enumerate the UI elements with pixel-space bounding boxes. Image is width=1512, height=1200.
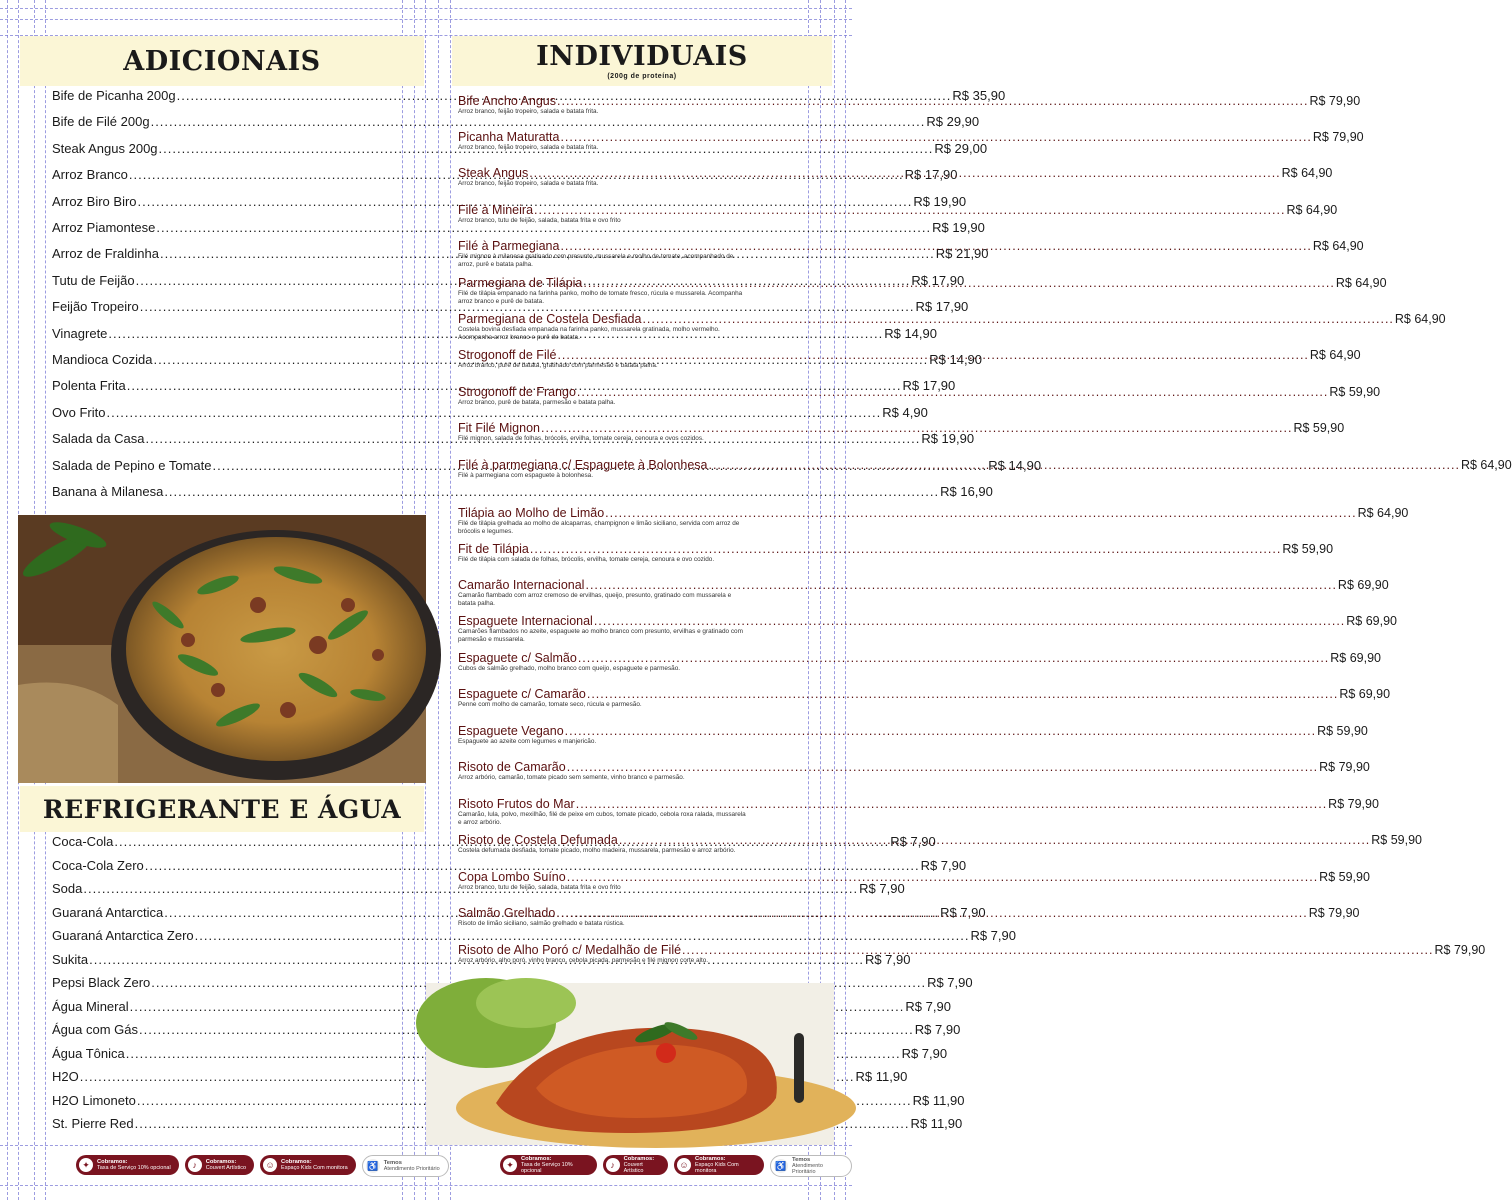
section-title: ADICIONAIS: [123, 46, 321, 77]
dish-price: R$ 59,90: [1293, 421, 1345, 435]
adicionais-banner: [20, 36, 424, 86]
dish-name: Risoto Frutos do Mar: [458, 797, 575, 811]
item-price: R$ 11,90: [855, 1069, 908, 1084]
dish-row: [458, 724, 1368, 738]
dish-description: Camarão flambado com arroz cremoso de ervilhas, queijo, presunto, gratinado com mussarela e batata palha.: [458, 592, 732, 607]
info-badge: [362, 1155, 449, 1177]
menu-item-row: [52, 404, 928, 420]
dish-price: R$ 79,90: [1312, 130, 1364, 144]
priority-icon: ♿: [367, 1161, 379, 1171]
dish-row: [458, 506, 1409, 520]
dish-price: R$ 59,90: [1329, 385, 1381, 399]
dish-row: [458, 421, 1345, 435]
dish-description: Risoto de limão siciliano, salmão grelhado e batata rústica.: [458, 920, 625, 927]
dot-leader: [577, 385, 1328, 399]
badge-lines: Couvert Artístico: [205, 1165, 247, 1171]
info-badge: [603, 1155, 668, 1175]
dish-name: Salmão Grelhado: [458, 906, 556, 920]
dish-description: Arroz arbório, camarão, tomate picado sem semente, vinho branco e parmesão.: [458, 774, 685, 781]
food-image: [426, 983, 834, 1145]
item-name: Mandioca Cozida: [52, 352, 153, 367]
menu-item-row: [52, 975, 973, 990]
info-badge: [674, 1155, 764, 1175]
priority-icon: ♿: [775, 1161, 787, 1171]
dish-entry: [458, 687, 1391, 709]
footer-badges-right: [500, 1155, 852, 1177]
item-price: R$ 11,90: [912, 1092, 965, 1108]
item-price: R$ 19,90: [913, 193, 967, 209]
menu-item-row: [52, 484, 993, 499]
dish-name: Espaguete Internacional: [458, 614, 593, 628]
dish-description: Filé de tilápia grelhada ao molho de alcaparras, champignon e limão siciliano, servida com arroz de brócolis e legumes.: [458, 520, 740, 535]
dish-price: R$ 69,90: [1339, 687, 1391, 701]
dish-description: Costela bovina desfiada empanada na farinha panko, mussarela gratinada, molho vermelho. Acompanha arroz branco e purê de batata.: [458, 326, 720, 341]
item-price: R$ 16,90: [940, 484, 993, 499]
badge-lines: Couvert Artístico: [623, 1162, 644, 1174]
dot-leader: [541, 421, 1292, 435]
item-name: Sukita: [52, 951, 89, 967]
item-price: R$ 29,00: [934, 140, 988, 156]
dot-leader: [556, 906, 1307, 920]
dish-description: Arroz branco, feijão tropeiro, salada e batata frita.: [458, 180, 599, 187]
service-icon: ✦: [79, 1158, 93, 1172]
dish-entry: [458, 203, 1338, 225]
footer-badges-left: [76, 1155, 449, 1177]
dish-price: R$ 64,90: [1335, 276, 1387, 290]
badge-title: Cobramos:: [521, 1156, 552, 1162]
dish-row: [458, 870, 1370, 884]
dish-description: Arroz branco, tutu de feijão, salada, batata frita e ovo frito: [458, 884, 621, 891]
dot-leader: [557, 94, 1308, 108]
kids-icon: ☺: [263, 1158, 277, 1172]
badge-text: [521, 1156, 589, 1174]
dish-row: [458, 239, 1364, 253]
dot-leader: [567, 870, 1318, 884]
dish-price: R$ 79,90: [1434, 943, 1486, 957]
dish-row: [458, 943, 1486, 957]
dish-description: Arroz branco, purê de batata, gratinado com parmesão e batata palha.: [458, 362, 658, 369]
dish-name: Bife Ancho Angus: [458, 94, 556, 108]
dish-price: R$ 59,90: [1371, 833, 1422, 847]
dish-price: R$ 79,90: [1308, 906, 1360, 920]
badge-title: Cobramos:: [97, 1159, 128, 1165]
dish-name: Camarão Internacional: [458, 578, 585, 592]
menu-item-row: [52, 299, 969, 315]
badge-title: Cobramos:: [281, 1159, 312, 1165]
dish-entry: [458, 506, 1409, 535]
item-price: R$ 19,90: [932, 220, 985, 235]
item-price: R$ 7,90: [927, 975, 973, 990]
dish-price: R$ 79,90: [1309, 94, 1361, 108]
dish-name: Risoto de Alho Poró c/ Medalhão de Filé: [458, 943, 682, 957]
dish-description: Filé mignon, salada de folhas, brócolis, ervilha, tomate cereja, cenoura e ovos cozidos.: [458, 435, 704, 442]
dish-description: Arroz branco, feijão tropeiro, salada e batata frita.: [458, 144, 599, 151]
item-price: R$ 7,90: [940, 904, 986, 920]
dish-name: Espaguete Vegano: [458, 724, 564, 738]
item-name: Feijão Tropeiro: [52, 299, 139, 315]
dish-price: R$ 79,90: [1328, 797, 1379, 811]
dish-name: Strogonoff de Frango: [458, 385, 576, 399]
item-name: Arroz de Fraldinha: [52, 246, 159, 262]
kids-icon: ☺: [677, 1158, 691, 1172]
item-name: Guaraná Antarctica Zero: [52, 928, 194, 943]
dish-description: Arroz branco, purê de batata, parmesão e batata palha.: [458, 399, 616, 406]
dish-row: [458, 578, 1389, 592]
dish-entry: [458, 542, 1334, 564]
badge-text: [792, 1157, 843, 1175]
menu-item-row: [52, 1092, 965, 1108]
dish-entry: [458, 760, 1370, 782]
dot-leader: [682, 943, 1433, 957]
dish-name: Fit de Tilápia: [458, 542, 529, 556]
menu-item-row: [52, 998, 951, 1014]
section-subtitle: (200g de proteína): [607, 73, 677, 80]
item-price: R$ 7,90: [890, 834, 936, 849]
badge-text: [281, 1159, 348, 1171]
badge-title: Cobramos:: [205, 1159, 237, 1165]
dish-description: Filé mignon à milanesa gratinado com presunto, mussarela e molho de tomate, acompanhado de arroz, purê e batata palha.: [458, 253, 734, 268]
item-price: R$ 17,90: [911, 272, 965, 288]
dish-row: [458, 797, 1379, 811]
item-name: Coca-Cola Zero: [52, 857, 144, 873]
dish-name: Tilápia ao Molho de Limão: [458, 506, 605, 520]
item-name: Salada de Pepino e Tomate: [52, 457, 212, 473]
dish-description: Arroz branco, feijão tropeiro, salada e batata frita.: [458, 108, 599, 115]
item-price: R$ 11,90: [910, 1116, 963, 1131]
info-badge: [500, 1155, 597, 1175]
item-price: R$ 19,90: [921, 431, 975, 447]
dish-entry: [458, 614, 1398, 643]
item-price: R$ 17,90: [904, 167, 958, 183]
menu-item-row: [52, 114, 980, 130]
item-name: Vinagrete: [52, 325, 108, 341]
dish-price: R$ 59,90: [1319, 870, 1370, 884]
guide-line: [0, 1185, 852, 1186]
info-badge: [260, 1155, 356, 1175]
item-price: R$ 35,90: [952, 88, 1006, 103]
dish-name: Strogonoff de Filé: [458, 348, 557, 362]
dish-price: R$ 64,90: [1394, 312, 1446, 326]
dish-row: [458, 614, 1398, 628]
music-icon: ♪: [188, 1158, 202, 1172]
dish-description: Arroz branco, tutu de feijão, salada, batata frita e ovo frito: [458, 217, 621, 224]
dish-entry: [458, 724, 1368, 746]
item-price: R$ 7,90: [914, 1022, 961, 1037]
dish-description: Camarões flambados no azeite, espaguete ao molho branco com presunto, ervilhas e gratinado com parmesão e mussarela.: [458, 628, 743, 643]
dish-description: Arroz arbório, alho poró, vinho branco, cebola picada, parmesão e filé mignon corte alto.: [458, 957, 709, 964]
dish-row: [458, 542, 1334, 556]
item-name: H2O Limoneto: [52, 1092, 136, 1108]
dish-row: [458, 203, 1338, 217]
badge-text: [624, 1156, 660, 1174]
dot-leader: [560, 239, 1311, 253]
badge-text: [695, 1156, 756, 1174]
dot-leader: [530, 542, 1281, 556]
dish-name: Parmegiana de Tilápia: [458, 276, 583, 290]
badge-lines: Taxa de Serviço 10% opcional: [521, 1162, 573, 1174]
dot-leader: [560, 130, 1311, 144]
dish-description: Espaguete ao azeite com legumes e manjericão.: [458, 738, 597, 745]
dot-leader: [529, 166, 1280, 183]
dish-price: R$ 64,90: [1460, 458, 1512, 472]
section-title: REFRIGERANTE E ÁGUA: [42, 795, 402, 824]
badge-lines: Espaço Kids Com monitora: [695, 1162, 739, 1174]
menu-item-row: [52, 857, 967, 873]
item-price: R$ 7,90: [901, 1045, 948, 1061]
dish-description: Camarão, lula, polvo, mexilhão, filé de peixe em cubos, tomate picado, cebola roxa ralada, mussarela e arroz arbório.: [458, 811, 746, 826]
dish-price: R$ 64,90: [1281, 166, 1333, 180]
item-price: R$ 17,90: [902, 378, 956, 394]
item-price: R$ 17,90: [915, 299, 969, 315]
item-price: R$ 7,90: [970, 928, 1016, 943]
music-icon: ♪: [606, 1158, 620, 1172]
dish-name: Espaguete c/ Camarão: [458, 687, 586, 701]
dot-leader: [605, 506, 1356, 520]
badge-lines: Espaço Kids Com monitora: [281, 1165, 348, 1171]
item-name: Guaraná Antarctica: [52, 904, 164, 920]
dish-row: [458, 760, 1370, 774]
dot-leader: [708, 458, 1459, 472]
item-name: Polenta Frita: [52, 378, 126, 394]
dish-name: Steak Angus: [458, 166, 529, 180]
dish-entry: [458, 578, 1389, 607]
dot-leader: [576, 797, 1327, 811]
dish-row: [458, 130, 1364, 144]
dish-row: [458, 312, 1446, 326]
item-price: R$ 4,90: [882, 404, 928, 420]
item-price: R$ 14,90: [929, 352, 983, 367]
dish-description: Cubos de salmão grelhado, molho branco com queijo, espaguete e parmesão.: [458, 665, 681, 672]
dish-row: [458, 651, 1382, 665]
dish-description: Costela defumada desfiada, tomate picado, molho madeira, mussarela, parmesão e arroz arbório.: [458, 847, 736, 854]
item-name: Bife de Filé 200g: [52, 114, 150, 130]
item-name: Tutu de Feijão: [52, 272, 135, 288]
dish-description: Penne com molho de camarão, tomate seco, rúcula e parmesão.: [458, 701, 642, 708]
item-price: R$ 7,90: [859, 881, 905, 896]
menu-item-row: [52, 1045, 948, 1061]
item-name: Salada da Casa: [52, 431, 145, 447]
dish-price: R$ 69,90: [1346, 614, 1398, 628]
item-name: Água com Gás: [52, 1022, 138, 1037]
food-image: [18, 515, 426, 783]
dot-leader: [642, 312, 1393, 326]
item-name: St. Pierre Red: [52, 1116, 134, 1131]
dish-name: Filé à parmegiana c/ Espaguete à Bolonhesa: [458, 458, 708, 472]
dish-name: Picanha Maturatta: [458, 130, 560, 144]
dot-leader: [619, 833, 1370, 847]
badge-lines: Taxa de Serviço 10% opcional: [97, 1165, 171, 1171]
dish-price: R$ 79,90: [1319, 760, 1370, 774]
dish-price: R$ 69,90: [1337, 578, 1389, 592]
dot-leader: [578, 651, 1329, 665]
section-title: INDIVIDUAIS: [536, 41, 748, 72]
dish-price: R$ 64,90: [1357, 506, 1409, 520]
item-price: R$ 21,90: [935, 246, 989, 262]
dot-leader: [587, 687, 1338, 701]
item-name: Soda: [52, 881, 83, 896]
dish-price: R$ 64,90: [1309, 348, 1361, 362]
service-icon: ✦: [503, 1158, 517, 1172]
item-name: Água Tônica: [52, 1045, 125, 1061]
menu-item-row: [52, 1116, 963, 1131]
badge-title: Cobramos:: [695, 1156, 726, 1162]
dish-row: [458, 687, 1391, 701]
dot-leader: [557, 348, 1308, 362]
dish-price: R$ 69,90: [1330, 651, 1382, 665]
badge-text: [384, 1160, 440, 1172]
badge-text: [97, 1159, 171, 1171]
badge-title: Temos: [383, 1160, 402, 1166]
menu-item-row: [52, 928, 1016, 943]
item-name: Arroz Biro Biro: [52, 193, 137, 209]
dish-name: Copa Lombo Suíno: [458, 870, 566, 884]
item-name: Coca-Cola: [52, 834, 114, 849]
dish-price: R$ 59,90: [1317, 724, 1368, 738]
badge-title: Temos: [792, 1157, 811, 1163]
item-name: H2O: [52, 1069, 79, 1084]
info-badge: [76, 1155, 179, 1175]
item-price: R$ 14,90: [988, 457, 1042, 473]
item-name: Steak Angus 200g: [52, 140, 158, 156]
dot-leader: [583, 276, 1334, 290]
dish-description: Filé de tilápia com salada de folhas, brócolis, ervilha, tomate cereja, cenoura e ovo cozido.: [458, 556, 715, 563]
dish-name: Parmegiana de Costela Desfiada: [458, 312, 642, 326]
dish-price: R$ 64,90: [1312, 239, 1364, 253]
dish-entry: [458, 651, 1382, 673]
dot-leader: [567, 760, 1318, 774]
item-price: R$ 7,90: [920, 857, 967, 873]
item-name: Pepsi Black Zero: [52, 975, 151, 990]
info-badge: [185, 1155, 254, 1175]
dot-leader: [565, 724, 1316, 738]
item-name: Bife de Picanha 200g: [52, 88, 176, 103]
dish-name: Risoto de Costela Defumada: [458, 833, 618, 847]
badge-text: [206, 1159, 246, 1171]
dish-price: R$ 64,90: [1286, 203, 1338, 217]
dish-name: Filé à Parmegiana: [458, 239, 560, 253]
guide-line: [7, 0, 8, 1200]
item-price: R$ 7,90: [905, 998, 951, 1014]
dish-price: R$ 59,90: [1282, 542, 1334, 556]
dish-name: Risoto de Camarão: [458, 760, 566, 774]
item-price: R$ 7,90: [864, 951, 911, 967]
badge-lines: Atendimento Prioritário: [383, 1166, 440, 1172]
info-badge: [770, 1155, 852, 1177]
dish-name: Espaguete c/ Salmão: [458, 651, 577, 665]
dot-leader: [585, 578, 1336, 592]
menu-item-row: [52, 1022, 961, 1037]
dish-name: Fit Filé Mignon: [458, 421, 540, 435]
dish-entry: [458, 797, 1379, 826]
dish-name: Filé à Mineira: [458, 203, 534, 217]
badge-title: Cobramos:: [623, 1156, 655, 1162]
item-price: R$ 14,90: [884, 325, 937, 341]
dot-leader: [534, 203, 1285, 217]
dot-leader: [594, 614, 1345, 628]
item-name: Água Mineral: [52, 998, 129, 1014]
item-price: R$ 29,90: [926, 114, 980, 130]
refrigerante-banner: [20, 786, 424, 832]
item-name: Banana à Milanesa: [52, 484, 164, 499]
dish-description: Filé à parmegiana com espaguete à bolonhesa.: [458, 472, 594, 479]
badge-lines: Atendimento Prioritário: [792, 1163, 823, 1175]
parmegiana-photo: [426, 983, 834, 1145]
menu-item-row: [52, 193, 967, 209]
item-name: Arroz Branco: [52, 167, 128, 183]
item-name: Arroz Piamontese: [52, 220, 156, 235]
item-name: Ovo Frito: [52, 404, 106, 420]
tropeiro-photo: [18, 515, 426, 783]
menu-item-row: [52, 1069, 908, 1084]
dish-description: Filé de tilápia empanado na farinha panko, molho de tomate fresco, rúcula e mussarela. Acompanha arroz branco e purê de batata.: [458, 290, 743, 305]
